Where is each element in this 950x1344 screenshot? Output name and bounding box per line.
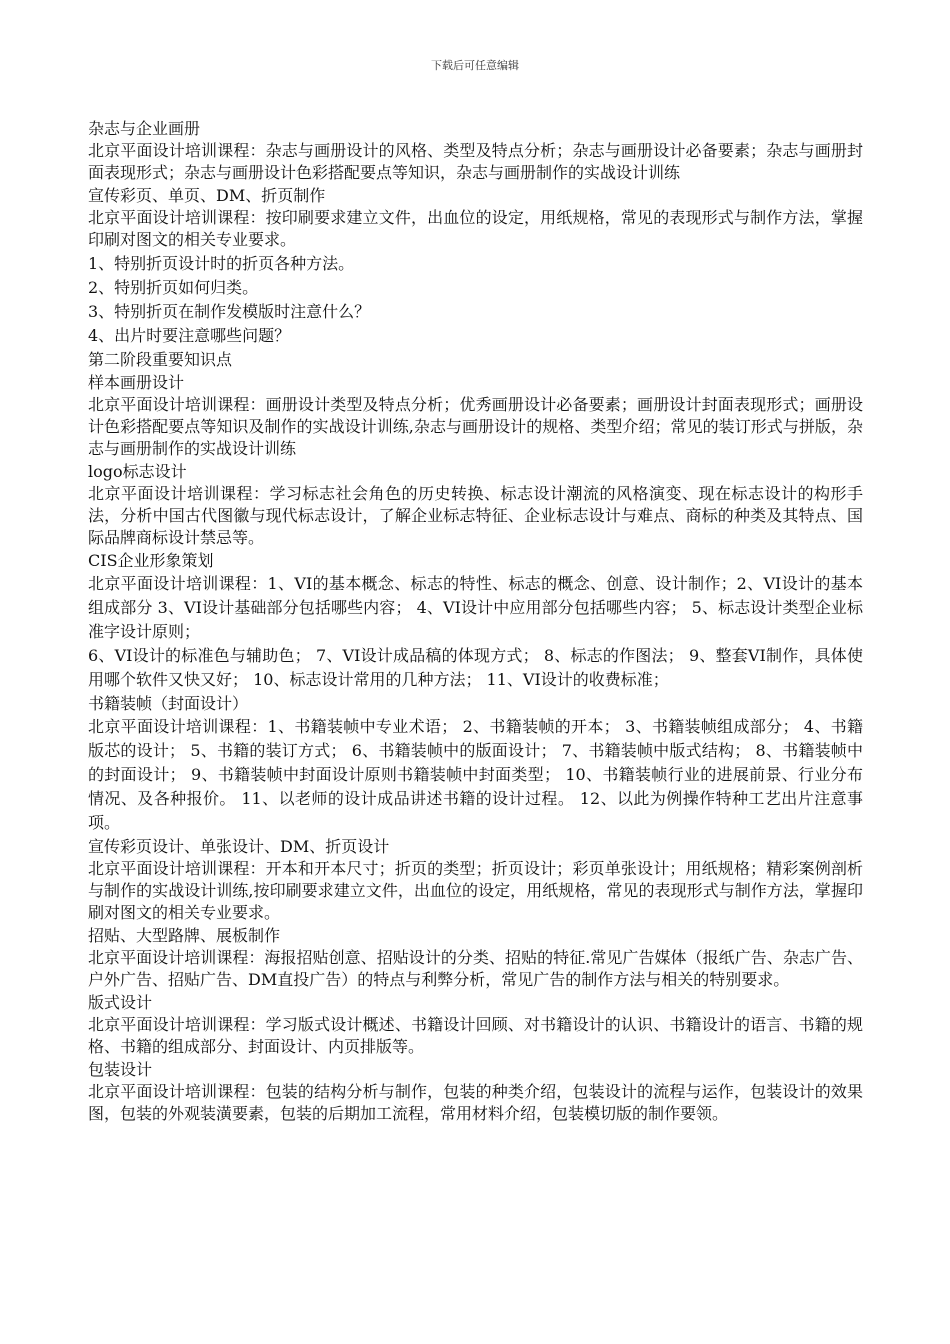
section-heading: 版式设计 xyxy=(88,993,153,1012)
section-heading: 招贴、大型路牌、展板制作 xyxy=(88,926,281,945)
list-item: 4、出片时要注意哪些问题？ xyxy=(88,326,291,345)
list-item: 3、特别折页在制作发模版时注意什么？ xyxy=(88,302,371,321)
body-paragraph: 6、VI设计的标准色与辅助色； 7、VI设计成品稿的体现方式； 8、标志的作图法； 9、整套VI制作，具体使用哪个软件又快又好； 10、标志设计常用的几种方法； 11、VI设计的收费标准； xyxy=(88,646,863,689)
section-heading: logo标志设计 xyxy=(88,462,187,481)
document-body xyxy=(88,117,863,1125)
section-heading: 书籍装帧（封面设计） xyxy=(88,694,249,713)
body-paragraph: 北京平面设计培训课程：海报招贴创意、招贴设计的分类、招贴的特征.常见广告媒体（报纸广告、杂志广告、户外广告、招贴广告、DM直投广告）的特点与利弊分析，常见广告的制作方法与相关的特别要求。 xyxy=(88,948,863,989)
body-paragraph: 北京平面设计培训课程：按印刷要求建立文件，出血位的设定，用纸规格，常见的表现形式与制作方法，掌握印刷对图文的相关专业要求。 xyxy=(88,208,863,249)
section-heading: 宣传彩页、单页、DM、折页制作 xyxy=(88,186,326,205)
body-paragraph: 北京平面设计培训课程：1、书籍装帧中专业术语； 2、书籍装帧的开本； 3、书籍装帧组成部分； 4、书籍版芯的设计； 5、书籍的装订方式； 6、书籍装帧中的版面设计； 7、书籍装帧中版式结构； 8、书籍装帧中的封面设计； 9、书籍装帧中封面设计原则书籍装帧中封面类型； 10、书籍装帧行业的进展前景、行业分布情况、及各种报价。 11、以老师的设计成品讲述书籍的设计过程。 12、以此为例操作特种工艺出片注意事项。 xyxy=(88,717,863,832)
section-heading: 宣传彩页设计、单张设计、DM、折页设计 xyxy=(88,837,390,856)
section-heading: 杂志与企业画册 xyxy=(88,119,201,138)
section-heading: 包装设计 xyxy=(88,1060,153,1079)
body-paragraph: 北京平面设计培训课程：1、VI的基本概念、标志的特性、标志的概念、创意、设计制作；2、VI设计的基本组成部分 3、VI设计基础部分包括哪些内容； 4、VI设计中应用部分包括哪些内容； 5、标志设计类型企业标准字设计原则； xyxy=(88,574,863,641)
body-paragraph: 北京平面设计培训课程：杂志与画册设计的风格、类型及特点分析；杂志与画册设计必备要素；杂志与画册封面表现形式；杂志与画册设计色彩搭配要点等知识，杂志与画册制作的实战设计训练 xyxy=(88,141,863,182)
list-item: 1、特别折页设计时的折页各种方法。 xyxy=(88,254,355,273)
list-item: 2、特别折页如何归类。 xyxy=(88,278,259,297)
section-heading: 第二阶段重要知识点 xyxy=(88,350,233,369)
page-header: 下载后可任意编辑 xyxy=(431,59,519,72)
body-paragraph: 北京平面设计培训课程：画册设计类型及特点分析；优秀画册设计必备要素；画册设计封面表现形式；画册设计色彩搭配要点等知识及制作的实战设计训练,杂志与画册设计的规格、类型介绍；常见的装订形式与拼版，杂志与画册制作的实战设计训练 xyxy=(88,395,863,458)
body-paragraph: 北京平面设计培训课程：学习标志社会角色的历史转换、标志设计潮流的风格演变、现在标志设计的构形手法，分析中国古代图徽与现代标志设计，了解企业标志特征、企业标志设计与难点、商标的种类及其特点、国际品牌商标设计禁忌等。 xyxy=(88,484,863,547)
body-paragraph: 北京平面设计培训课程：学习版式设计概述、书籍设计回顾、对书籍设计的认识、书籍设计的语言、书籍的规格、书籍的组成部分、封面设计、内页排版等。 xyxy=(88,1015,863,1056)
body-paragraph: 北京平面设计培训课程：包装的结构分析与制作，包装的种类介绍，包装设计的流程与运作，包装设计的效果图，包装的外观装潢要素，包装的后期加工流程，常用材料介绍，包装模切版的制作要领。 xyxy=(88,1082,863,1123)
body-paragraph: 北京平面设计培训课程：开本和开本尺寸；折页的类型；折页设计；彩页单张设计；用纸规格；精彩案例剖析与制作的实战设计训练,按印刷要求建立文件，出血位的设定，用纸规格，常见的表现形式与制作方法，掌握印刷对图文的相关专业要求。 xyxy=(88,859,863,922)
section-heading: CIS企业形象策划 xyxy=(88,551,214,570)
section-heading: 样本画册设计 xyxy=(88,373,185,392)
